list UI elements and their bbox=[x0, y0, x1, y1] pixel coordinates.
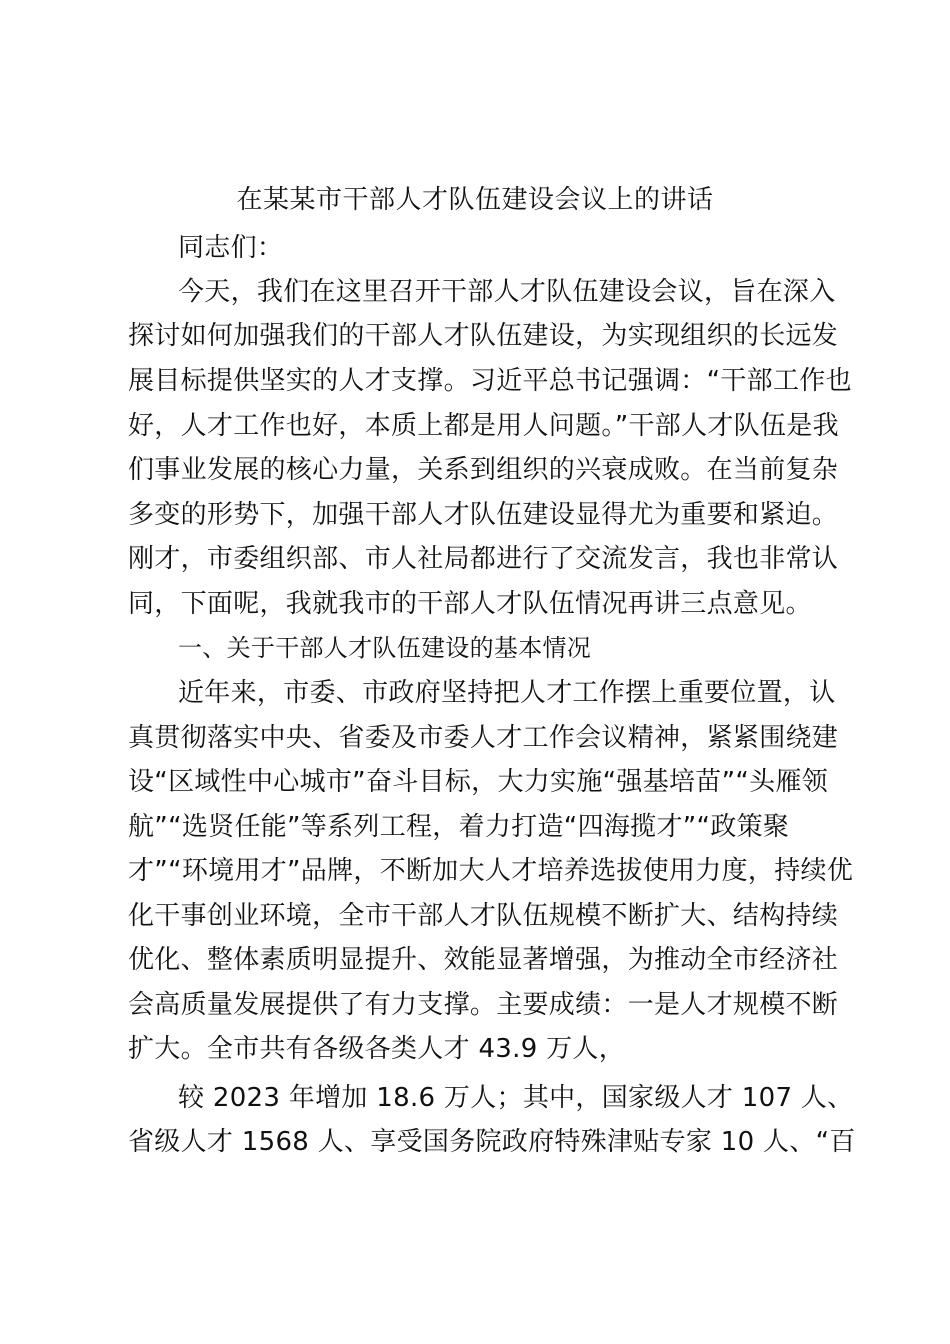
paragraph-line: 展目标提供坚实的人才支撑。习近平总书记强调：“干部工作也 bbox=[128, 366, 852, 396]
paragraph-line: 才”“环境用才”品牌，不断加大人才培养选拔使用力度，持续优 bbox=[128, 856, 854, 886]
paragraph-line: 设“区域性中心城市”奋斗目标，大力实施“强基培苗”“头雁领 bbox=[128, 767, 829, 797]
paragraph-line: 扩大。全市共有各级各类人才 43.9 万人， bbox=[128, 1034, 626, 1064]
paragraph-line: 优化、整体素质明显提升、效能显著增强，为推动全市经济社 bbox=[128, 945, 839, 975]
paragraph-line: 探讨如何加强我们的干部人才队伍建设，为实现组织的长远发 bbox=[128, 321, 839, 351]
paragraph-line: 会高质量发展提供了有力支撑。主要成绩：一是人才规模不断 bbox=[128, 990, 839, 1020]
paragraph-line: 省级人才 1568 人、享受国务院政府特殊津贴专家 10 人、“百 bbox=[128, 1127, 856, 1157]
salutation: 同志们： bbox=[178, 233, 284, 263]
paragraph-line: 多变的形势下，加强干部人才队伍建设显得尤为重要和紧迫。 bbox=[128, 500, 839, 530]
paragraph-line: 刚才，市委组织部、市人社局都进行了交流发言，我也非常认 bbox=[128, 544, 839, 574]
paragraph-line: 好，人才工作也好，本质上都是用人问题。”干部人才队伍是我 bbox=[128, 411, 839, 441]
paragraph-line: 近年来，市委、市政府坚持把人才工作摆上重要位置，认 bbox=[178, 678, 836, 708]
paragraph-line: 化干事创业环境，全市干部人才队伍规模不断扩大、结构持续 bbox=[128, 901, 839, 931]
paragraph-line: 们事业发展的核心力量，关系到组织的兴衰成败。在当前复杂 bbox=[128, 455, 839, 485]
paragraph-line: 航”“选贤任能”等系列工程，着力打造“四海揽才”“政策聚 bbox=[128, 812, 790, 842]
document-title: 在某某市干部人才队伍建设会议上的讲话 bbox=[236, 185, 714, 215]
paragraph-line: 今天，我们在这里召开干部人才队伍建设会议，旨在深入 bbox=[178, 277, 836, 307]
paragraph-line: 同，下面呢，我就我市的干部人才队伍情况再讲三点意见。 bbox=[128, 589, 812, 619]
paragraph-line: 较 2023 年增加 18.6 万人；其中，国家级人才 107 人、 bbox=[178, 1083, 854, 1113]
paragraph-line: 真贯彻落实中央、省委及市委人才工作会议精神，紧紧围绕建 bbox=[128, 723, 839, 753]
section-heading: 一、关于干部人才队伍建设的基本情况 bbox=[178, 634, 592, 662]
